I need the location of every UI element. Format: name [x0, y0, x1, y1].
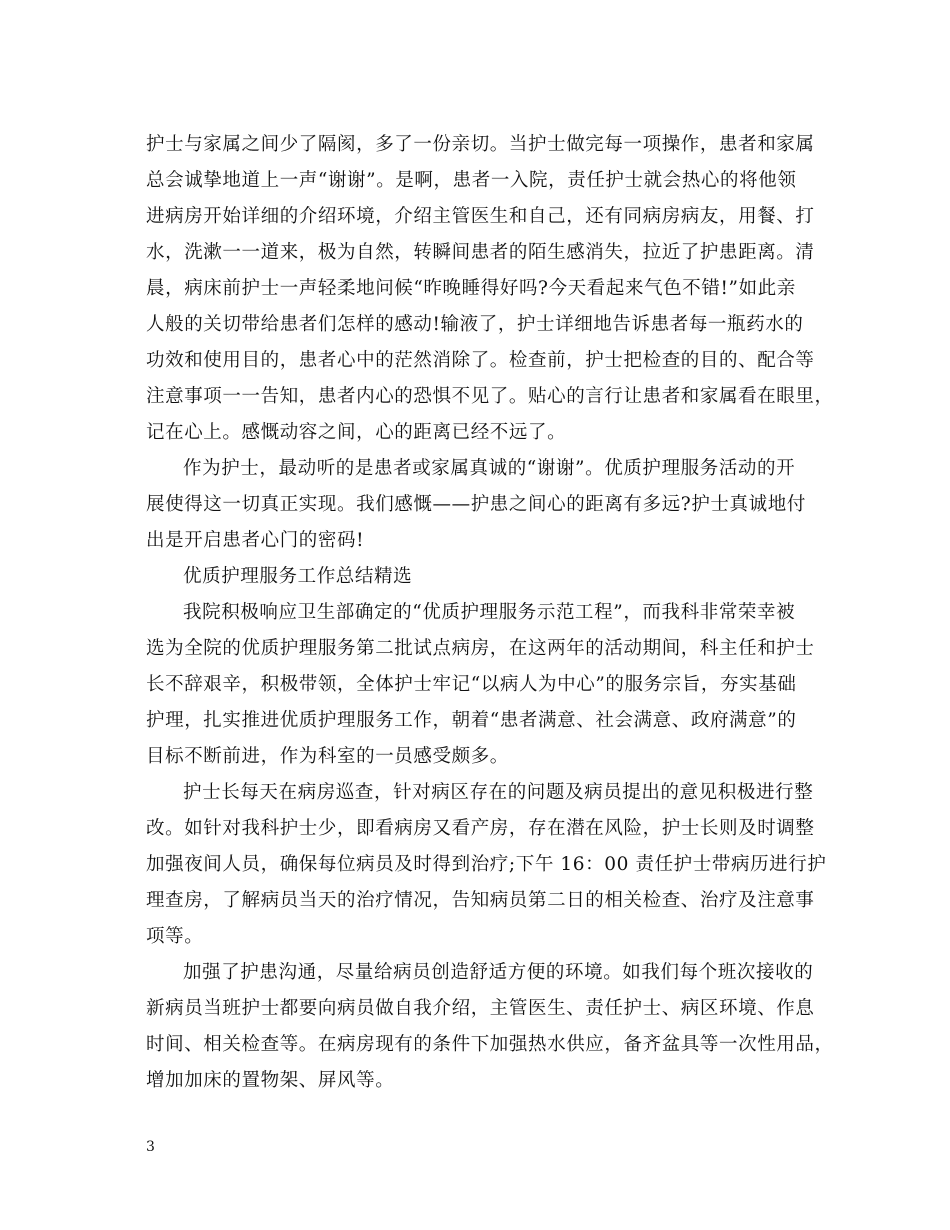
text-line: 总会诚挚地道上一声“谢谢”。是啊，患者一入院，责任护士就会热心的将他领 [146, 170, 797, 191]
text-line: 护士与家属之间少了隔阂，多了一份亲切。当护士做完每一项操作，患者和家属 [146, 134, 815, 155]
text-line: 新病员当班护士都要向病员做自我介绍，主管医生、责任护士、病区环境、作息 [146, 998, 815, 1019]
text-line: 理查房，了解病员当天的治疗情况，告知病员第二日的相关检查、治疗及注意事 [146, 890, 815, 911]
text-line: 项等。 [146, 926, 204, 947]
text-line: 展使得这一切真正实现。我们感慨——护患之间心的距离有多远?护士真诚地付 [146, 494, 806, 515]
text-line: 水，洗漱一一道来，极为自然，转瞬间患者的陌生感消失，拉近了护患距离。清 [146, 242, 815, 263]
paragraph-first-line: 护士长每天在病房巡查，针对病区存在的问题及病员提出的意见积极进行整 [183, 782, 814, 803]
paragraph-first-line: 我院积极响应卫生部确定的“优质护理服务示范工程”，而我科非常荣幸被 [183, 602, 796, 623]
text-line: 长不辞艰辛，积极带领，全体护士牢记“以病人为中心”的服务宗旨，夯实基础 [146, 674, 797, 695]
text-line: 加强夜间人员，确保每位病员及时得到治疗;下午 16：00 责任护士带病历进行护 [146, 854, 827, 875]
section-heading: 优质护理服务工作总结精选 [183, 566, 413, 587]
text-line: 选为全院的优质护理服务第二批试点病房，在这两年的活动期间，科主任和护士 [146, 638, 815, 659]
text-line: 改。如针对我科护士少，即看病房又看产房，存在潜在风险，护士长则及时调整 [146, 818, 815, 839]
page-number: 3 [146, 1139, 155, 1155]
text-line: 记在心上。感慨动容之间，心的距离已经不远了。 [146, 422, 567, 443]
text-line: 目标不断前进，作为科室的一员感受颇多。 [146, 746, 509, 767]
text-line: 增加加床的置物架、屏风等。 [146, 1070, 395, 1091]
paragraph-first-line: 作为护士，最动听的是患者或家属真诚的“谢谢”。优质护理服务活动的开 [183, 458, 796, 479]
text-line: 出是开启患者心门的密码! [146, 530, 365, 551]
paragraph-first-line: 加强了护患沟通，尽量给病员创造舒适方便的环境。如我们每个班次接收的 [183, 962, 814, 983]
text-line: 人般的关切带给患者们怎样的感动!输液了，护士详细地告诉患者每一瓶药水的 [146, 314, 804, 335]
text-line: 注意事项一一告知，患者内心的恐惧不见了。贴心的言行让患者和家属看在眼里， [146, 386, 834, 407]
text-line: 晨，病床前护士一声轻柔地问候“昨晚睡得好吗?今天看起来气色不错!”如此亲 [146, 278, 796, 299]
text-line: 进病房开始详细的介绍环境，介绍主管医生和自己，还有同病房病友，用餐、打 [146, 206, 815, 227]
text-line: 护理，扎实推进优质护理服务工作，朝着“患者满意、社会满意、政府满意”的 [146, 710, 797, 731]
text-line: 功效和使用目的，患者心中的茫然消除了。检查前，护士把检查的目的、配合等 [146, 350, 815, 371]
text-line: 时间、相关检查等。在病房现有的条件下加强热水供应，备齐盆具等一次性用品， [146, 1034, 834, 1055]
